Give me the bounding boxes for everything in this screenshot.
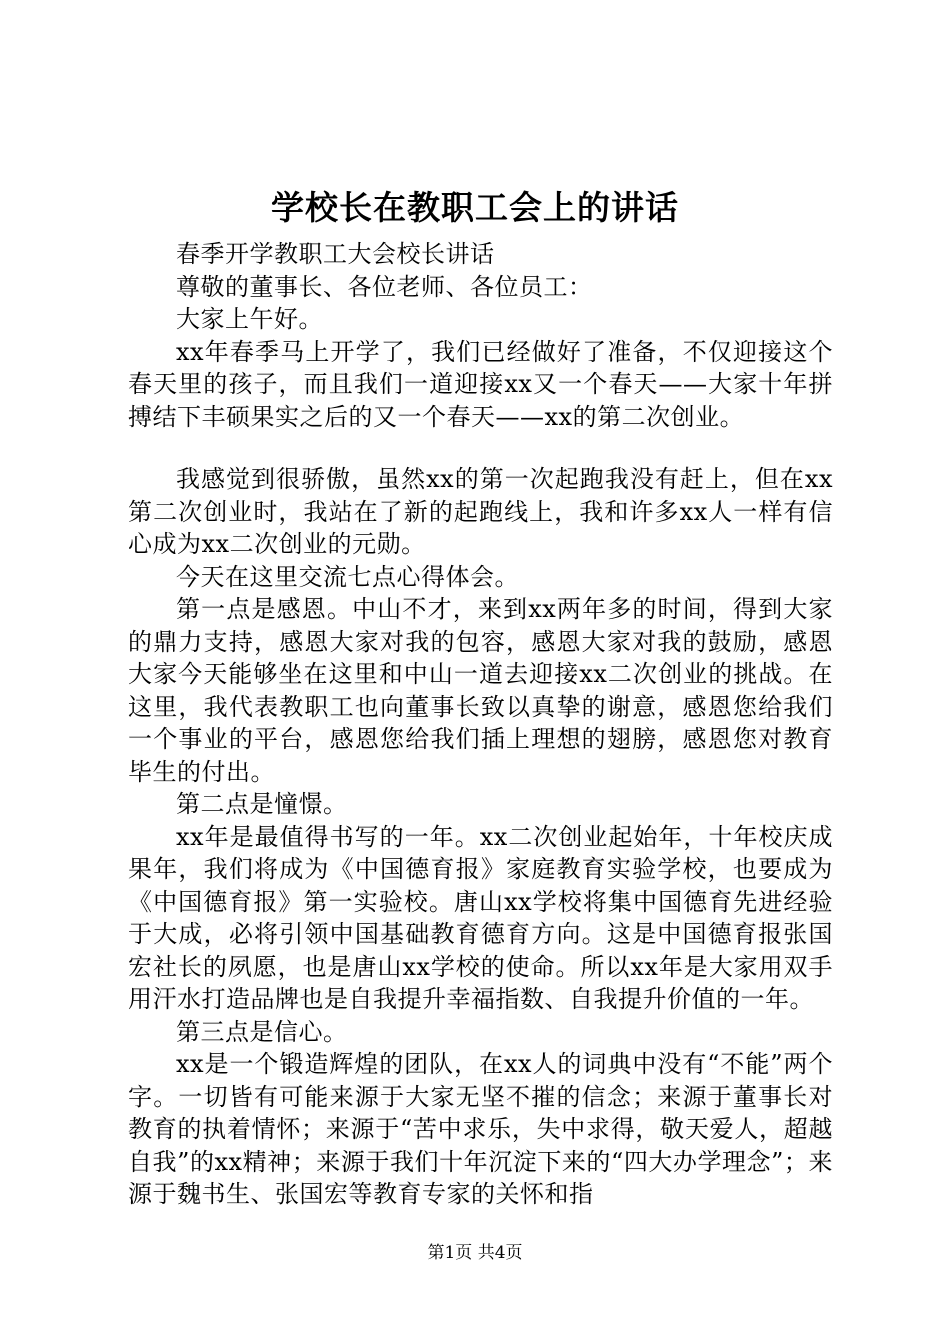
paragraph: xx是一个锻造辉煌的团队，在xx人的词典中没有“不能”两个字。一切皆有可能来源于大家无坚不摧的信念；来源于董事长对教育的执着情怀；来源于“苦中求乐，失中求得，敬天爱人，超越自我”的xx精神；来源于我们十年沉淀下来的“四大办学理念”；来源于魏书生、张国宏等教育专家的关怀和指: [128, 1050, 833, 1208]
document-title: 学校长在教职工会上的讲话: [271, 188, 679, 227]
paragraph: xx年春季马上开学了，我们已经做好了准备，不仅迎接这个春天里的孩子，而且我们一道迎接xx又一个春天——大家十年拼搏结下丰硕果实之后的又一个春天——xx的第二次创业。: [128, 337, 833, 431]
paragraph: 今天在这里交流七点心得体会。: [176, 562, 519, 591]
paragraph: xx年是最值得书写的一年。xx二次创业起始年，十年校庆成果年，我们将成为《中国德育报》家庭教育实验学校，也要成为《中国德育报》第一实验校。唐山xx学校将集中国德育先进经验于大成，必将引领中国基础教育德育方向。这是中国德育报张国宏社长的夙愿，也是唐山xx学校的使命。所以xx年是大家用双手用汗水打造品牌也是自我提升幸福指数、自我提升价值的一年。: [128, 822, 833, 1013]
document-body: [128, 238, 833, 1211]
paragraph: 我感觉到很骄傲，虽然xx的第一次起跑我没有赶上，但在xx第二次创业时，我站在了新的起跑线上，我和许多xx人一样有信心成为xx二次创业的元勋。: [128, 465, 833, 558]
paragraph: 第二点是憧憬。: [176, 790, 348, 818]
paragraph: 尊敬的董事长、各位老师、各位员工：: [176, 272, 593, 301]
paragraph: 第三点是信心。: [176, 1017, 348, 1046]
page-footer: 第1页 共4页: [427, 1243, 523, 1263]
paragraph: 第一点是感恩。中山不才，来到xx两年多的时间，得到大家的鼎力支持，感恩大家对我的包容，感恩大家对我的鼓励，感恩大家今天能够坐在这里和中山一道去迎接xx二次创业的挑战。在这里，我代表教职工也向董事长致以真挚的谢意，感恩您给我们一个事业的平台，感恩您给我们插上理想的翅膀，感恩您对教育毕生的付出。: [128, 595, 833, 786]
paragraph: 大家上午好。: [176, 305, 323, 333]
paragraph: 春季开学教职工大会校长讲话: [176, 240, 495, 268]
